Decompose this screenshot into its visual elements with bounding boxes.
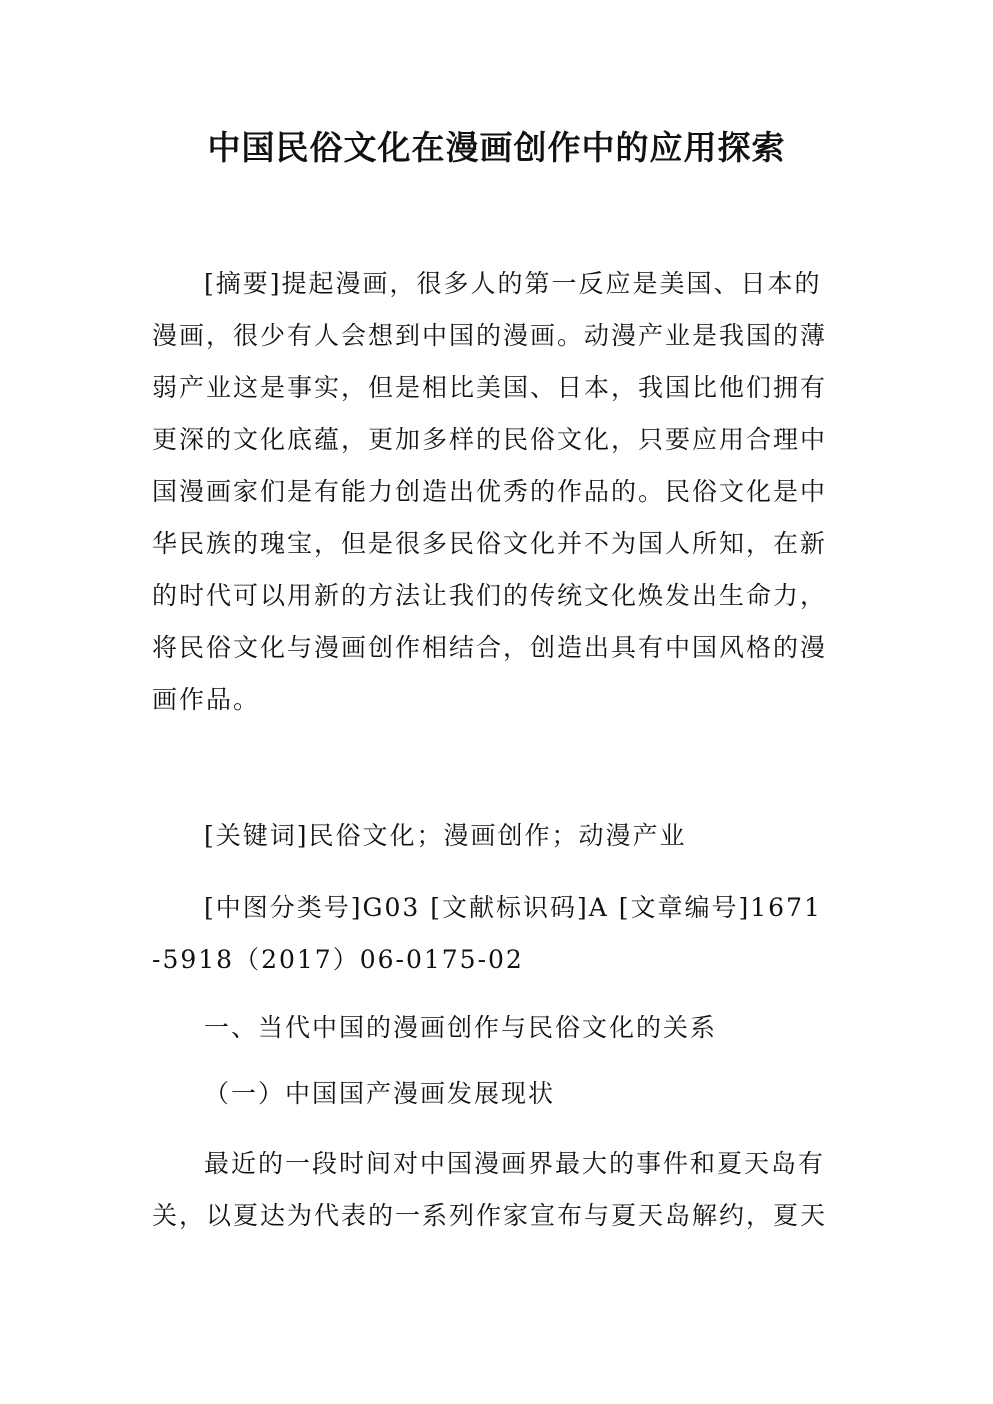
- section-heading: 一、当代中国的漫画创作与民俗文化的关系: [204, 1013, 718, 1042]
- document-title: 中国民俗文化在漫画创作中的应用探索: [207, 128, 786, 167]
- body-paragraph: 最近的一段时间对中国漫画界最大的事件和夏天岛有关，以夏达为代表的一系列作家宣布与夏天岛解约，夏天: [152, 1149, 828, 1230]
- abstract-paragraph: [摘要]提起漫画，很多人的第一反应是美国、日本的漫画，很少有人会想到中国的漫画。动漫产业是我国的薄弱产业这是事实，但是相比美国、日本，我国比他们拥有更深的文化底蕴，更加多样的民俗文化，只要应用合理中国漫画家们是有能力创造出优秀的作品的。民俗文化是中华民族的瑰宝，但是很多民俗文化并不为国人所知，在新的时代可以用新的方法让我们的传统文化焕发出生命力，将民俗文化与漫画创作相结合，创造出具有中国风格的漫画作品。: [152, 269, 828, 714]
- classification-line: [中图分类号]G03 [文献标识码]A [文章编号]1671-5918（2017）06-0175-02: [152, 893, 822, 974]
- subsection-heading: （一）中国国产漫画发展现状: [204, 1079, 556, 1108]
- keywords-line: [关键词]民俗文化；漫画创作；动漫产业: [204, 821, 687, 850]
